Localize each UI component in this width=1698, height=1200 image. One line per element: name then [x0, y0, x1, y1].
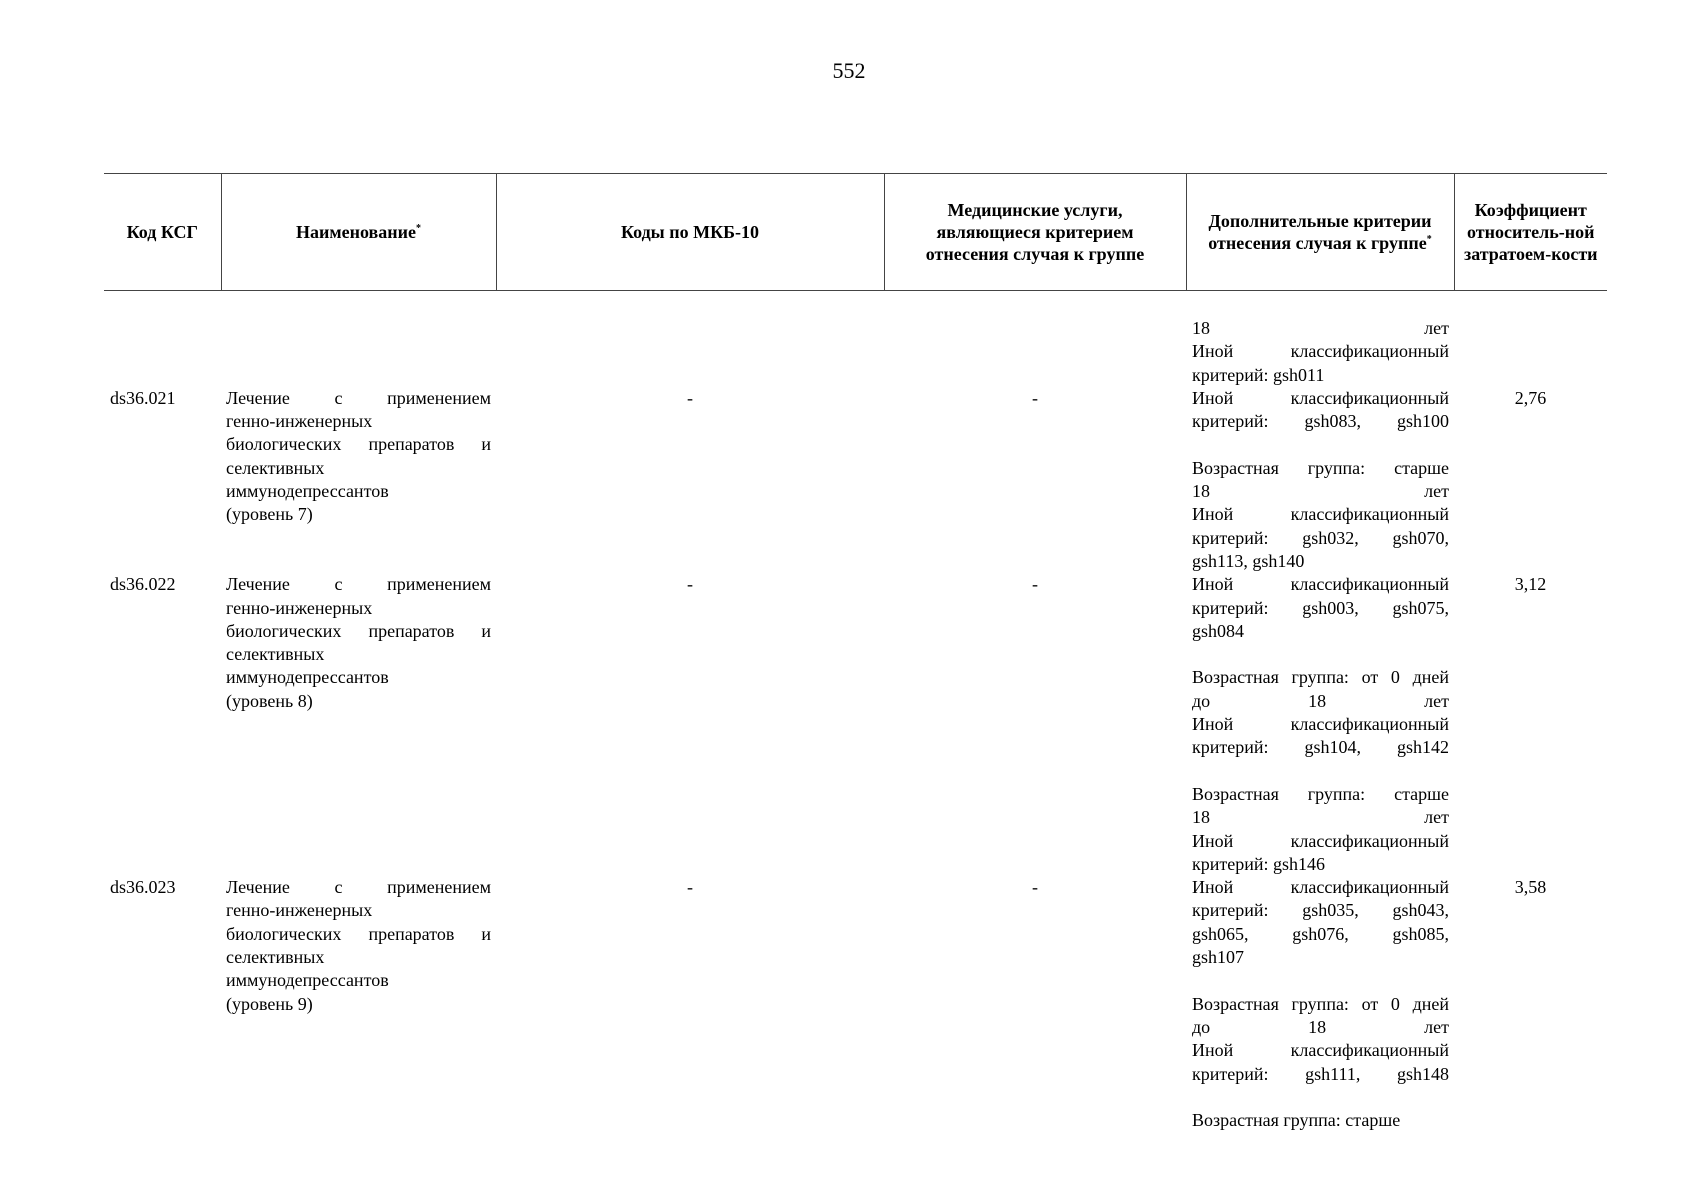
- criteria-line: Иной классификационный: [1192, 714, 1449, 735]
- name-line: селективных: [226, 644, 325, 665]
- criteria-line: до 18 лет: [1192, 1016, 1449, 1037]
- name-line: (уровень 8): [226, 690, 313, 711]
- medical-services: -: [1032, 387, 1038, 408]
- name-line: биологических препаратов и: [226, 434, 491, 455]
- name-line: (уровень 9): [226, 993, 313, 1014]
- table-row: [104, 387, 1607, 573]
- criteria-line: критерий: gsh083, gsh100: [1192, 411, 1449, 432]
- criteria-line: Иной классификационный: [1192, 387, 1449, 408]
- ksg-code: ds36.021: [110, 387, 176, 408]
- criteria-line: критерий: gsh011: [1192, 364, 1325, 385]
- cost-coefficient: 2,76: [1514, 387, 1547, 408]
- criteria-line: Иной классификационный: [1192, 341, 1449, 362]
- name-line: биологических препаратов и: [226, 923, 491, 944]
- medical-services: -: [1032, 574, 1038, 595]
- header-code: Код КСГ: [104, 174, 221, 291]
- name-line: селективных: [226, 457, 325, 478]
- header-criteria: Дополнительные критерии отнесения случая к группе*: [1186, 174, 1454, 291]
- criteria-line: критерий: gsh111, gsh148: [1192, 1063, 1449, 1084]
- cost-coefficient: 3,12: [1514, 574, 1547, 595]
- medical-services: -: [1032, 877, 1038, 898]
- mkb-codes: -: [687, 877, 693, 898]
- name-line: селективных: [226, 947, 325, 968]
- header-services: Медицинские услуги, являющиеся критерием отнесения случая к группе: [884, 174, 1186, 291]
- criteria-line: gsh065, gsh076, gsh085,: [1192, 923, 1449, 944]
- name-line: иммунодепрессантов: [226, 970, 389, 991]
- criteria-line: Иной классификационный: [1192, 574, 1449, 595]
- criteria-line: Иной классификационный: [1192, 830, 1449, 851]
- criteria-line: 18 лет: [1192, 481, 1449, 502]
- table-header-row: [104, 174, 1607, 291]
- criteria-line: gsh084: [1192, 620, 1245, 641]
- ksg-name: [221, 876, 496, 1132]
- criteria-line: Возрастная группа: от 0 дней: [1192, 993, 1449, 1014]
- continuation-row: [104, 291, 1607, 387]
- name-line: Лечение с применением: [226, 387, 491, 408]
- ksg-code: ds36.022: [110, 574, 176, 595]
- name-line: генно-инженерных: [226, 411, 373, 432]
- criteria-line: 18 лет: [1192, 807, 1449, 828]
- criteria-line: критерий: gsh035, gsh043,: [1192, 900, 1449, 921]
- criteria-line: Иной классификационный: [1192, 504, 1449, 525]
- additional-criteria: [1186, 573, 1454, 876]
- mkb-codes: -: [687, 387, 693, 408]
- criteria-line: до 18 лет: [1192, 690, 1449, 711]
- name-line: Лечение с применением: [226, 877, 491, 898]
- page-number: 552: [832, 58, 866, 83]
- ksg-name: [221, 573, 496, 876]
- mkb-codes: -: [687, 574, 693, 595]
- ksg-name: [221, 387, 496, 573]
- criteria-line: Возрастная группа: от 0 дней: [1192, 667, 1449, 688]
- name-line: генно-инженерных: [226, 597, 373, 618]
- criteria-line: критерий: gsh146: [1192, 853, 1326, 874]
- ksg-code: ds36.023: [110, 877, 176, 898]
- header-name: Наименование*: [221, 174, 496, 291]
- additional-criteria: [1186, 876, 1454, 1132]
- header-mkb: Коды по МКБ-10: [496, 174, 884, 291]
- criteria-line: Возрастная группа: старше: [1192, 1110, 1401, 1131]
- criteria-line: gsh113, gsh140: [1192, 550, 1305, 571]
- name-line: генно-инженерных: [226, 900, 373, 921]
- cost-coefficient: 3,58: [1514, 877, 1547, 898]
- additional-criteria: [1186, 387, 1454, 573]
- ksg-table: [104, 173, 1607, 1132]
- header-coef: Коэффициент относитель-ной затратоем-кости: [1454, 174, 1607, 291]
- criteria-line: 18 лет: [1192, 318, 1449, 338]
- table-row: [104, 573, 1607, 876]
- name-line: Лечение с применением: [226, 574, 491, 595]
- criteria-line: критерий: gsh104, gsh142: [1192, 737, 1449, 758]
- criteria-line: критерий: gsh032, gsh070,: [1192, 527, 1449, 548]
- criteria-line: Возрастная группа: старше: [1192, 783, 1449, 804]
- name-line: иммунодепрессантов: [226, 667, 389, 688]
- criteria-line: gsh107: [1192, 947, 1245, 968]
- name-line: (уровень 7): [226, 504, 313, 525]
- criteria-line: Иной классификационный: [1192, 877, 1449, 898]
- table-row: [104, 876, 1607, 1132]
- criteria-line: Иной классификационный: [1192, 1040, 1449, 1061]
- name-line: биологических препаратов и: [226, 620, 491, 641]
- continuation-criteria: [1186, 291, 1454, 387]
- name-line: иммунодепрессантов: [226, 481, 389, 502]
- criteria-line: Возрастная группа: старше: [1192, 457, 1449, 478]
- criteria-line: критерий: gsh003, gsh075,: [1192, 597, 1449, 618]
